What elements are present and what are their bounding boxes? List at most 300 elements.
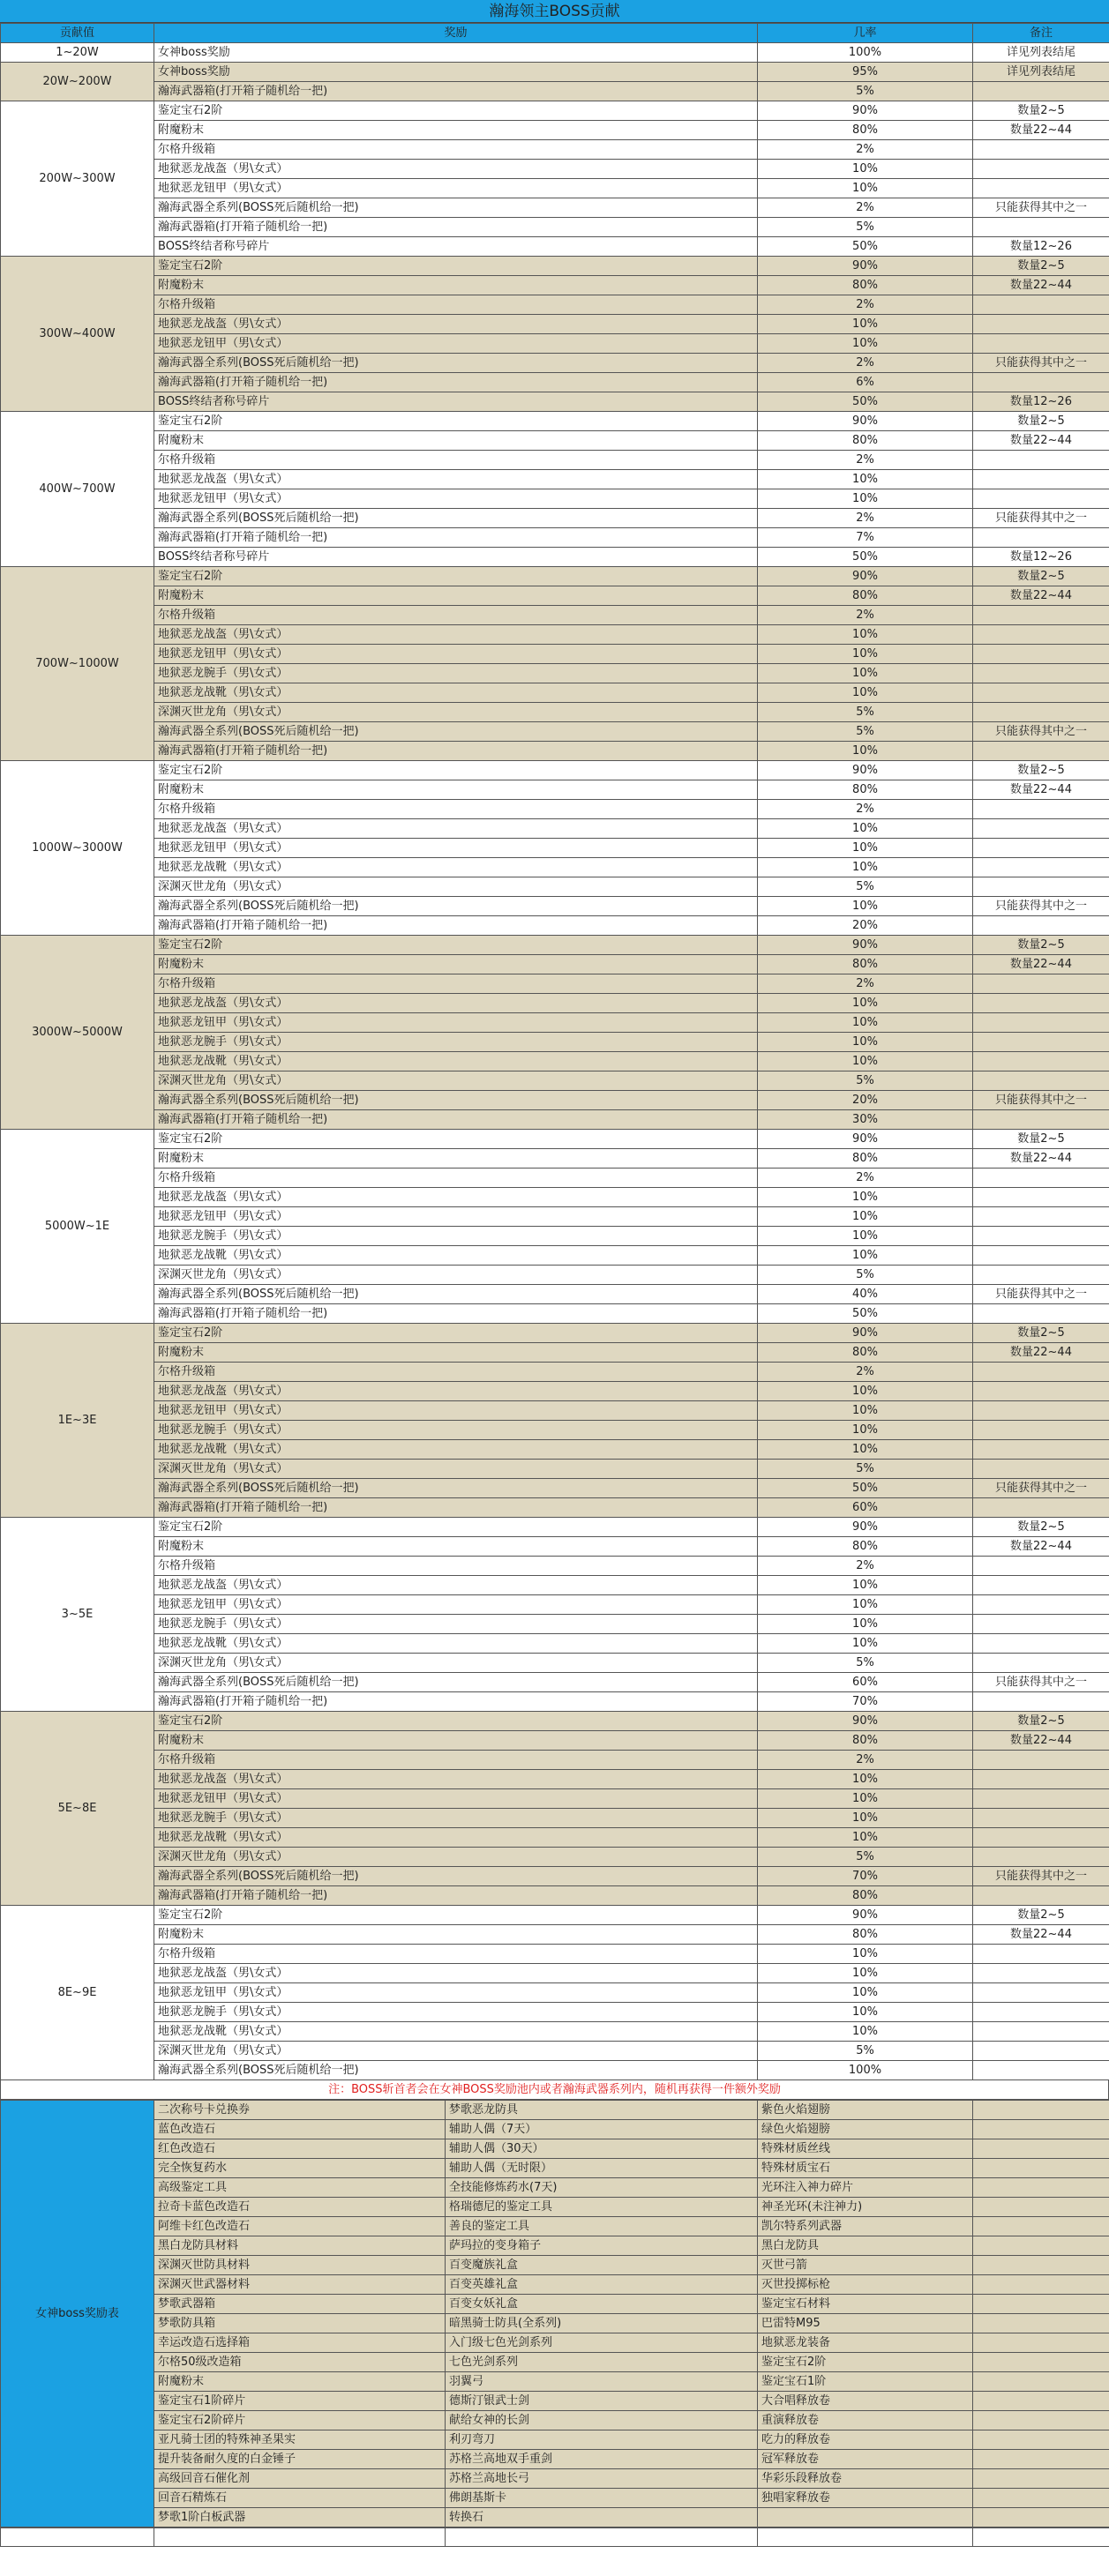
contribution-range: 200W~300W	[1, 101, 154, 257]
remark	[973, 179, 1109, 198]
drop-rate: 10%	[758, 1809, 973, 1828]
reward-item: 地狱恶龙钮甲（男\女式）	[154, 179, 758, 198]
reward-item: 深渊灭世龙角（男\女式）	[154, 1460, 758, 1479]
reward-row	[1, 586, 1109, 606]
reward-row	[1, 1479, 1109, 1498]
remark	[973, 1848, 1109, 1867]
remark	[973, 1983, 1109, 2003]
reward-item: 鉴定宝石2阶	[154, 101, 758, 121]
goddess-reward-item: 亚凡骑士团的特殊神圣果实	[154, 2430, 446, 2450]
goddess-reward-item: 梦歌防具箱	[154, 2314, 446, 2333]
remark	[973, 218, 1109, 237]
goddess-reward-item: 完全恢复药水	[154, 2159, 446, 2178]
reward-row	[1, 1440, 1109, 1460]
drop-rate: 80%	[758, 276, 973, 295]
goddess-reward-item: 百变英雄礼盒	[446, 2275, 758, 2295]
drop-rate: 10%	[758, 2022, 973, 2042]
reward-item: BOSS终结者称号碎片	[154, 237, 758, 257]
remark	[973, 839, 1109, 858]
remark	[973, 1751, 1109, 1770]
goddess-reward-item: 利刃弯刀	[446, 2430, 758, 2450]
remark	[973, 1460, 1109, 1479]
reward-item: 女神boss奖励	[154, 43, 758, 63]
remark	[973, 645, 1109, 664]
reward-item: 瀚海武器全系列(BOSS死后随机给一把)	[154, 1285, 758, 1304]
goddess-reward-item: 佛朗基斯卡	[446, 2489, 758, 2508]
bonus-note: 注：BOSS斩首者会在女神BOSS奖励池内或者瀚海武器系列内，随机再获得一件额外奖励	[0, 2080, 1109, 2100]
reward-row	[1, 1751, 1109, 1770]
reward-row	[1, 334, 1109, 354]
drop-rate: 10%	[758, 470, 973, 489]
contribution-range: 300W~400W	[1, 257, 154, 412]
drop-rate: 80%	[758, 431, 973, 451]
drop-rate: 7%	[758, 528, 973, 548]
reward-row	[1, 1460, 1109, 1479]
drop-rate: 10%	[758, 1770, 973, 1789]
drop-rate: 90%	[758, 1130, 973, 1149]
goddess-reward-item: 辅助人偶（30天）	[446, 2139, 758, 2159]
reward-row	[1, 1712, 1109, 1731]
reward-row	[1, 1809, 1109, 1828]
drop-rate: 10%	[758, 994, 973, 1013]
header-row	[1, 24, 1109, 43]
reward-row	[1, 606, 1109, 625]
remark	[973, 664, 1109, 683]
reward-row	[1, 1595, 1109, 1615]
remark: 数量22~44	[973, 586, 1109, 606]
reward-item: 地狱恶龙战靴（男\女式）	[154, 1440, 758, 1460]
reward-item: 地狱恶龙钮甲（男\女式）	[154, 1595, 758, 1615]
remark: 数量12~26	[973, 548, 1109, 567]
remark	[973, 1071, 1109, 1091]
goddess-row	[1, 2489, 1109, 2508]
drop-rate: 10%	[758, 1634, 973, 1654]
drop-rate: 2%	[758, 800, 973, 819]
reward-item: 地狱恶龙腕手（男\女式）	[154, 664, 758, 683]
remark: 数量2~5	[973, 1906, 1109, 1925]
remark	[973, 1013, 1109, 1033]
drop-rate: 100%	[758, 43, 973, 63]
empty-cell	[973, 2508, 1109, 2527]
reward-row	[1, 645, 1109, 664]
reward-item: 尔格升级箱	[154, 606, 758, 625]
goddess-reward-item: 华彩乐段释放卷	[758, 2469, 973, 2489]
drop-rate: 2%	[758, 1557, 973, 1576]
reward-item: 地狱恶龙战盔（男\女式）	[154, 994, 758, 1013]
drop-rate: 50%	[758, 237, 973, 257]
goddess-reward-item: 鉴定宝石1阶碎片	[154, 2392, 446, 2411]
goddess-row	[1, 2333, 1109, 2353]
reward-item: 鉴定宝石2阶	[154, 1906, 758, 1925]
remark: 数量22~44	[973, 1343, 1109, 1363]
reward-row	[1, 1343, 1109, 1363]
contribution-range: 1E~3E	[1, 1324, 154, 1518]
reward-row	[1, 994, 1109, 1013]
goddess-reward-item: 格瑞德尼的鉴定工具	[446, 2198, 758, 2217]
reward-row	[1, 1227, 1109, 1246]
drop-rate: 20%	[758, 916, 973, 936]
remark	[973, 742, 1109, 761]
drop-rate: 70%	[758, 1692, 973, 1712]
drop-rate: 10%	[758, 160, 973, 179]
drop-rate: 2%	[758, 451, 973, 470]
goddess-row	[1, 2217, 1109, 2236]
reward-row	[1, 800, 1109, 819]
reward-row	[1, 1130, 1109, 1149]
goddess-reward-item: 转换石	[446, 2508, 758, 2527]
remark	[973, 1110, 1109, 1130]
reward-row	[1, 2042, 1109, 2061]
drop-rate: 5%	[758, 722, 973, 742]
remark	[973, 703, 1109, 722]
reward-row	[1, 218, 1109, 237]
drop-rate: 80%	[758, 1925, 973, 1945]
reward-row	[1, 683, 1109, 703]
goddess-reward-item: 鉴定宝石2阶碎片	[154, 2411, 446, 2430]
reward-row	[1, 1673, 1109, 1692]
contribution-range: 5E~8E	[1, 1712, 154, 1906]
reward-row	[1, 955, 1109, 974]
drop-rate: 50%	[758, 1479, 973, 1498]
goddess-row	[1, 2101, 1109, 2120]
goddess-reward-item: 高级回音石催化剂	[154, 2469, 446, 2489]
reward-item: 尔格升级箱	[154, 140, 758, 160]
drop-rate: 10%	[758, 819, 973, 839]
remark	[973, 1828, 1109, 1848]
goddess-row	[1, 2314, 1109, 2333]
reward-row	[1, 1964, 1109, 1983]
drop-rate: 50%	[758, 548, 973, 567]
reward-row	[1, 780, 1109, 800]
drop-rate: 10%	[758, 1421, 973, 1440]
goddess-reward-item: 七色光剑系列	[446, 2353, 758, 2372]
goddess-reward-item: 献给女神的长剑	[446, 2411, 758, 2430]
goddess-row	[1, 2159, 1109, 2178]
reward-row	[1, 121, 1109, 140]
drop-rate: 10%	[758, 1013, 973, 1033]
drop-rate: 10%	[758, 1440, 973, 1460]
reward-item: 地狱恶龙战靴（男\女式）	[154, 2022, 758, 2042]
contribution-range: 1~20W	[1, 43, 154, 63]
reward-row	[1, 858, 1109, 877]
drop-rate: 10%	[758, 1401, 973, 1421]
goddess-row	[1, 2295, 1109, 2314]
goddess-row	[1, 2256, 1109, 2275]
remark	[973, 819, 1109, 839]
reward-item: 地狱恶龙钮甲（男\女式）	[154, 489, 758, 509]
remark: 数量22~44	[973, 1731, 1109, 1751]
reward-row	[1, 1654, 1109, 1673]
goddess-row	[1, 2508, 1109, 2527]
drop-rate: 2%	[758, 974, 973, 994]
reward-item: 地狱恶龙战盔（男\女式）	[154, 1382, 758, 1401]
remark: 数量22~44	[973, 955, 1109, 974]
goddess-reward-item	[758, 2508, 973, 2527]
contribution-range: 20W~200W	[1, 63, 154, 101]
empty-cell	[973, 2353, 1109, 2372]
goddess-reward-item: 黑白龙防具材料	[154, 2236, 446, 2256]
contribution-body	[1, 43, 1109, 2080]
goddess-reward-item: 红色改造石	[154, 2139, 446, 2159]
drop-rate: 80%	[758, 586, 973, 606]
drop-rate: 90%	[758, 257, 973, 276]
drop-rate: 10%	[758, 1964, 973, 1983]
sheet-title: 瀚海领主BOSS贡献	[0, 0, 1109, 23]
goddess-reward-item: 蓝色改造石	[154, 2120, 446, 2139]
reward-item: 地狱恶龙腕手（男\女式）	[154, 1421, 758, 1440]
reward-row	[1, 1149, 1109, 1169]
remark	[973, 1886, 1109, 1906]
remark: 数量2~5	[973, 101, 1109, 121]
remark: 数量2~5	[973, 567, 1109, 586]
remark	[973, 489, 1109, 509]
reward-row	[1, 489, 1109, 509]
remark	[973, 1440, 1109, 1460]
reward-item: 地狱恶龙腕手（男\女式）	[154, 2003, 758, 2022]
reward-row	[1, 1013, 1109, 1033]
drop-rate: 80%	[758, 1886, 973, 1906]
contribution-range: 400W~700W	[1, 412, 154, 567]
reward-row	[1, 1324, 1109, 1343]
drop-rate: 60%	[758, 1673, 973, 1692]
contribution-range: 3000W~5000W	[1, 936, 154, 1130]
remark: 只能获得其中之一	[973, 722, 1109, 742]
goddess-reward-item: 善良的鉴定工具	[446, 2217, 758, 2236]
reward-row	[1, 1033, 1109, 1052]
remark: 数量2~5	[973, 1324, 1109, 1343]
remark	[973, 1421, 1109, 1440]
remark	[973, 994, 1109, 1013]
remark	[973, 877, 1109, 897]
reward-row	[1, 1421, 1109, 1440]
drop-rate: 20%	[758, 1091, 973, 1110]
goddess-row	[1, 2236, 1109, 2256]
reward-row	[1, 1246, 1109, 1266]
drop-rate: 80%	[758, 1537, 973, 1557]
remark	[973, 470, 1109, 489]
reward-item: 瀚海武器全系列(BOSS死后随机给一把)	[154, 1091, 758, 1110]
goddess-reward-item: 阿维卡红色改造石	[154, 2217, 446, 2236]
contribution-range: 5000W~1E	[1, 1130, 154, 1324]
reward-row	[1, 1576, 1109, 1595]
empty-cell	[973, 2392, 1109, 2411]
reward-item: 附魔粉末	[154, 586, 758, 606]
drop-rate: 90%	[758, 1324, 973, 1343]
goddess-reward-item: 梦歌武器箱	[154, 2295, 446, 2314]
goddess-reward-item: 灭世投掷标枪	[758, 2275, 973, 2295]
drop-rate: 10%	[758, 1188, 973, 1207]
drop-rate: 5%	[758, 1654, 973, 1673]
remark: 数量22~44	[973, 1537, 1109, 1557]
remark	[973, 800, 1109, 819]
reward-row	[1, 63, 1109, 82]
remark	[973, 82, 1109, 101]
empty-cell	[973, 2120, 1109, 2139]
drop-rate: 90%	[758, 567, 973, 586]
remark: 数量22~44	[973, 121, 1109, 140]
drop-rate: 10%	[758, 645, 973, 664]
contribution-table	[0, 23, 1109, 2080]
drop-rate: 10%	[758, 625, 973, 645]
drop-rate: 2%	[758, 354, 973, 373]
reward-row	[1, 1692, 1109, 1712]
reward-row	[1, 1363, 1109, 1382]
drop-rate: 2%	[758, 1751, 973, 1770]
remark	[973, 1188, 1109, 1207]
reward-item: 鉴定宝石2阶	[154, 1130, 758, 1149]
remark	[973, 2042, 1109, 2061]
remark: 数量2~5	[973, 761, 1109, 780]
empty-cell	[973, 2430, 1109, 2450]
reward-item: 女神boss奖励	[154, 63, 758, 82]
goddess-row	[1, 2372, 1109, 2392]
remark	[973, 2003, 1109, 2022]
reward-item: 附魔粉末	[154, 1537, 758, 1557]
remark: 数量22~44	[973, 276, 1109, 295]
drop-rate: 10%	[758, 1052, 973, 1071]
remark	[973, 1207, 1109, 1227]
remark: 数量2~5	[973, 1712, 1109, 1731]
drop-rate: 2%	[758, 295, 973, 315]
reward-item: 地狱恶龙战靴（男\女式）	[154, 1634, 758, 1654]
reward-item: 地狱恶龙战盔（男\女式）	[154, 625, 758, 645]
reward-row	[1, 412, 1109, 431]
reward-item: 瀚海武器箱(打开箱子随机给一把)	[154, 1304, 758, 1324]
reward-item: 深渊灭世龙角（男\女式）	[154, 1654, 758, 1673]
goddess-reward-item: 绿色火焰翅膀	[758, 2120, 973, 2139]
reward-row	[1, 1906, 1109, 1925]
remark: 只能获得其中之一	[973, 509, 1109, 528]
reward-row	[1, 43, 1109, 63]
remark	[973, 1692, 1109, 1712]
remark	[973, 1615, 1109, 1634]
drop-rate: 10%	[758, 897, 973, 916]
reward-item: 附魔粉末	[154, 1149, 758, 1169]
remark: 数量22~44	[973, 780, 1109, 800]
remark	[973, 373, 1109, 392]
drop-rate: 70%	[758, 1867, 973, 1886]
reward-row	[1, 354, 1109, 373]
goddess-reward-item: 幸运改造石选择箱	[154, 2333, 446, 2353]
reward-item: 深渊灭世龙角（男\女式）	[154, 2042, 758, 2061]
drop-rate: 5%	[758, 877, 973, 897]
goddess-reward-item: 凯尔特系列武器	[758, 2217, 973, 2236]
remark	[973, 1809, 1109, 1828]
drop-rate: 90%	[758, 936, 973, 955]
remark: 数量22~44	[973, 431, 1109, 451]
remark	[973, 140, 1109, 160]
reward-item: 深渊灭世龙角（男\女式）	[154, 703, 758, 722]
reward-item: 尔格升级箱	[154, 1557, 758, 1576]
remark	[973, 1363, 1109, 1382]
drop-rate: 2%	[758, 1169, 973, 1188]
drop-rate: 5%	[758, 218, 973, 237]
reward-row	[1, 1518, 1109, 1537]
remark	[973, 1557, 1109, 1576]
goddess-reward-item: 冠军释放卷	[758, 2450, 973, 2469]
reward-item: 深渊灭世龙角（男\女式）	[154, 877, 758, 897]
goddess-reward-table	[0, 2100, 1109, 2527]
remark: 只能获得其中之一	[973, 198, 1109, 218]
reward-row	[1, 82, 1109, 101]
drop-rate: 5%	[758, 1848, 973, 1867]
reward-row	[1, 1188, 1109, 1207]
reward-item: BOSS终结者称号碎片	[154, 548, 758, 567]
reward-row	[1, 276, 1109, 295]
reward-row	[1, 1634, 1109, 1654]
drop-rate: 90%	[758, 761, 973, 780]
goddess-reward-item: 百变魔族礼盒	[446, 2256, 758, 2275]
goddess-reward-item: 苏格兰高地长弓	[446, 2469, 758, 2489]
reward-item: 地狱恶龙钮甲（男\女式）	[154, 1789, 758, 1809]
goddess-reward-item: 吃力的释放卷	[758, 2430, 973, 2450]
empty-cell	[973, 2469, 1109, 2489]
goddess-reward-item: 附魔粉末	[154, 2372, 446, 2392]
reward-item: 尔格升级箱	[154, 1169, 758, 1188]
remark	[973, 1654, 1109, 1673]
remark	[973, 1304, 1109, 1324]
drop-rate: 95%	[758, 63, 973, 82]
drop-rate: 30%	[758, 1110, 973, 1130]
reward-item: 附魔粉末	[154, 431, 758, 451]
reward-item: 鉴定宝石2阶	[154, 412, 758, 431]
reward-item: 鉴定宝石2阶	[154, 761, 758, 780]
drop-rate: 10%	[758, 1227, 973, 1246]
reward-item: 瀚海武器全系列(BOSS死后随机给一把)	[154, 509, 758, 528]
drop-rate: 80%	[758, 955, 973, 974]
drop-rate: 50%	[758, 1304, 973, 1324]
reward-item: 地狱恶龙战靴（男\女式）	[154, 858, 758, 877]
empty-cell	[973, 2256, 1109, 2275]
drop-rate: 10%	[758, 683, 973, 703]
reward-item: 深渊灭世龙角（男\女式）	[154, 1266, 758, 1285]
drop-rate: 60%	[758, 1498, 973, 1518]
reward-row	[1, 315, 1109, 334]
reward-row	[1, 1052, 1109, 1071]
goddess-reward-item: 灭世弓箭	[758, 2256, 973, 2275]
goddess-reward-item: 高级鉴定工具	[154, 2178, 446, 2198]
reward-item: 鉴定宝石2阶	[154, 1712, 758, 1731]
reward-item: 鉴定宝石2阶	[154, 567, 758, 586]
reward-item: 地狱恶龙战盔（男\女式）	[154, 1576, 758, 1595]
drop-rate: 10%	[758, 839, 973, 858]
goddess-reward-item: 黑白龙防具	[758, 2236, 973, 2256]
reward-item: 瀚海武器全系列(BOSS死后随机给一把)	[154, 1479, 758, 1498]
reward-row	[1, 1770, 1109, 1789]
goddess-reward-item: 深渊灭世武器材料	[154, 2275, 446, 2295]
reward-item: 地狱恶龙钮甲（男\女式）	[154, 645, 758, 664]
reward-item: 地狱恶龙战盔（男\女式）	[154, 470, 758, 489]
reward-item: 地狱恶龙战靴（男\女式）	[154, 1246, 758, 1266]
drop-rate: 80%	[758, 1149, 973, 1169]
goddess-reward-item: 百变女妖礼盒	[446, 2295, 758, 2314]
goddess-reward-item: 回音石精炼石	[154, 2489, 446, 2508]
drop-rate: 90%	[758, 1712, 973, 1731]
remark	[973, 1246, 1109, 1266]
reward-item: 瀚海武器箱(打开箱子随机给一把)	[154, 218, 758, 237]
reward-row	[1, 1945, 1109, 1964]
empty-cell	[973, 2275, 1109, 2295]
empty-cell	[973, 2295, 1109, 2314]
remark: 数量2~5	[973, 257, 1109, 276]
goddess-reward-item: 梦歌恶龙防具	[446, 2101, 758, 2120]
drop-rate: 5%	[758, 1266, 973, 1285]
goddess-table-label: 女神boss奖励表	[1, 2101, 154, 2527]
reward-item: 地狱恶龙战靴（男\女式）	[154, 1828, 758, 1848]
reward-item: 深渊灭世龙角（男\女式）	[154, 1071, 758, 1091]
remark	[973, 160, 1109, 179]
drop-rate: 40%	[758, 1285, 973, 1304]
